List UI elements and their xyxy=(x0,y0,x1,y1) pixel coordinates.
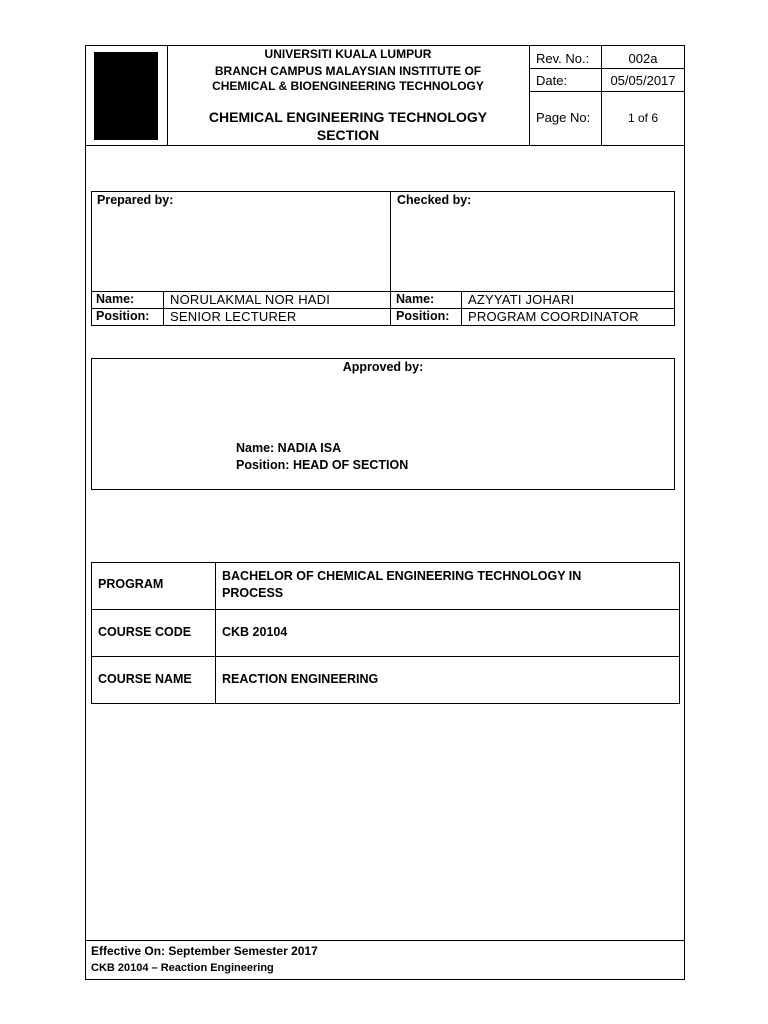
footer-course-reference: CKB 20104 – Reaction Engineering xyxy=(91,962,274,974)
approver-position: Position: HEAD OF SECTION xyxy=(236,458,409,472)
date-value: 05/05/2017 xyxy=(610,73,676,88)
prepared-name-value: NORULAKMAL NOR HADI xyxy=(170,292,331,307)
section-line-2: SECTION xyxy=(316,127,380,143)
checked-name-label: Name: xyxy=(396,292,435,306)
institution-logo xyxy=(94,52,158,140)
course-code-label: COURSE CODE xyxy=(98,625,192,639)
prepared-position-value: SENIOR LECTURER xyxy=(170,309,297,324)
signoff-left-label-divider xyxy=(163,291,164,326)
course-name-label: COURSE NAME xyxy=(98,672,192,686)
rev-value: 002a xyxy=(628,51,658,66)
program-label: PROGRAM xyxy=(98,577,164,591)
course-name-value: REACTION ENGINEERING xyxy=(222,672,379,686)
meta-rule-1 xyxy=(529,68,685,69)
program-value-line-2: PROCESS xyxy=(222,586,284,600)
course-code-value: CKB 20104 xyxy=(222,625,288,639)
header-divider-meta xyxy=(529,45,530,145)
checked-position-label: Position: xyxy=(396,309,450,323)
program-value-line-1: BACHELOR OF CHEMICAL ENGINEERING TECHNOLOGY IN xyxy=(222,569,582,583)
page-value: 1 of 6 xyxy=(627,111,659,125)
approver-name: Name: NADIA ISA xyxy=(236,441,342,455)
university-name: UNIVERSITI KUALA LUMPUR xyxy=(264,47,432,61)
meta-rule-2 xyxy=(529,91,685,92)
section-line-1: CHEMICAL ENGINEERING TECHNOLOGY xyxy=(208,109,488,125)
course-table-column-divider xyxy=(215,562,216,704)
checked-name-value: AZYYATI JOHARI xyxy=(468,292,575,307)
prepared-by-label: Prepared by: xyxy=(97,193,174,207)
footer-rule xyxy=(85,940,685,941)
course-table-rule-1 xyxy=(91,609,680,610)
campus-line-1: BRANCH CAMPUS MALAYSIAN INSTITUTE OF xyxy=(214,64,482,78)
effective-date: Effective On: September Semester 2017 xyxy=(91,944,318,958)
page-label: Page No: xyxy=(536,110,591,125)
signoff-center-divider xyxy=(390,191,391,326)
approved-by-label: Approved by: xyxy=(342,360,424,374)
header-bottom-rule xyxy=(85,145,685,146)
checked-by-label: Checked by: xyxy=(397,193,472,207)
rev-label: Rev. No.: xyxy=(536,51,590,66)
page-frame xyxy=(85,45,685,980)
date-label: Date: xyxy=(536,73,568,88)
prepared-position-label: Position: xyxy=(96,309,150,323)
signoff-right-label-divider xyxy=(461,291,462,326)
campus-line-2: CHEMICAL & BIOENGINEERING TECHNOLOGY xyxy=(212,79,484,93)
prepared-name-label: Name: xyxy=(96,292,135,306)
course-table-rule-2 xyxy=(91,656,680,657)
checked-position-value: PROGRAM COORDINATOR xyxy=(468,309,639,324)
